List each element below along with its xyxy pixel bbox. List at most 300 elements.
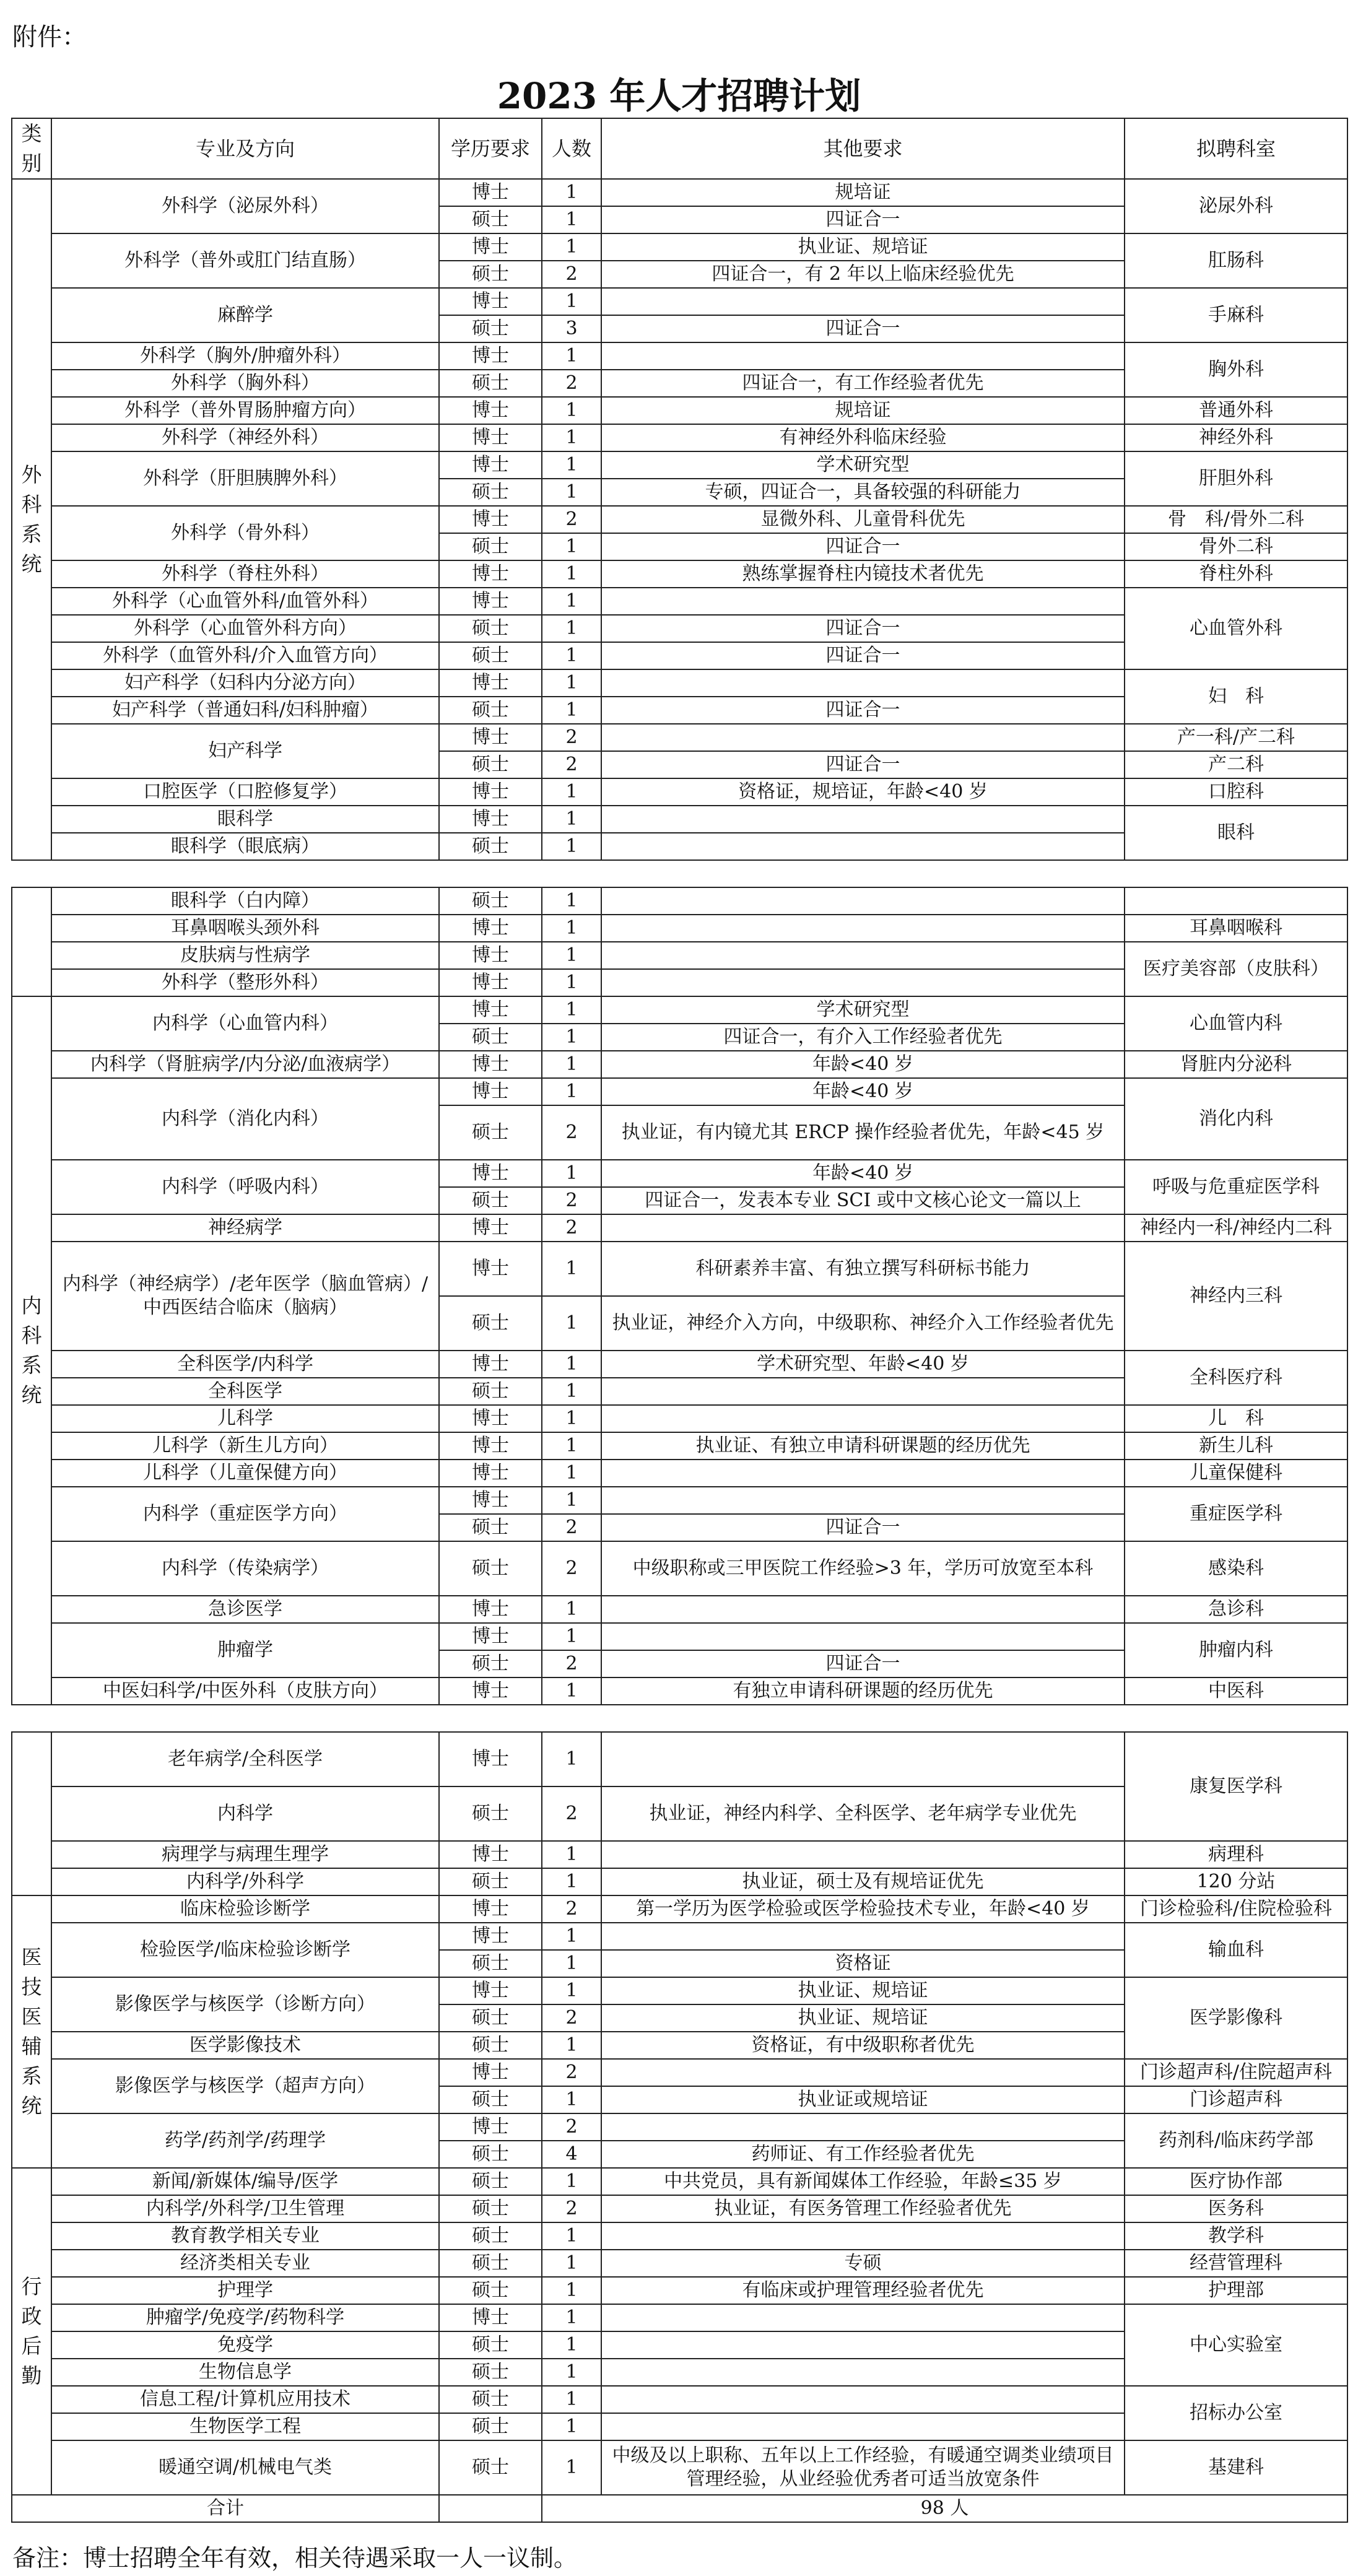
header-category: 类别 (12, 118, 51, 179)
other-requirements-cell: 执业证、有独立申请科研课题的经历优先 (601, 1432, 1125, 1460)
table-row (12, 424, 1347, 451)
major-cell: 眼科学（眼底病） (51, 833, 439, 860)
other-requirements-cell: 四证合一，有介入工作经验者优先 (601, 1024, 1125, 1051)
major-cell: 医学影像技术 (51, 2032, 439, 2059)
table-row (12, 397, 1347, 424)
major-cell: 临床检验诊断学 (51, 1895, 439, 1923)
section-gap (12, 1705, 1347, 1732)
department-cell: 脊柱外科 (1125, 560, 1347, 588)
count-cell: 1 (542, 1051, 601, 1078)
other-requirements-cell (601, 942, 1125, 969)
other-requirements-cell (601, 669, 1125, 697)
other-requirements-cell: 年龄<40 岁 (601, 1160, 1125, 1187)
major-cell: 眼科学 (51, 806, 439, 833)
count-cell: 1 (542, 1242, 601, 1296)
degree-cell: 硕士 (439, 2086, 542, 2113)
table-row (12, 2304, 1347, 2331)
table-row (12, 1732, 1347, 1786)
department-cell: 门诊超声科 (1125, 2086, 1347, 2113)
major-cell: 全科医学/内科学 (51, 1351, 439, 1378)
table-row (12, 2250, 1347, 2277)
degree-cell: 硕士 (439, 2195, 542, 2222)
degree-cell: 博士 (439, 1977, 542, 2004)
table-body (12, 179, 1347, 2522)
degree-cell: 硕士 (439, 1950, 542, 1977)
other-requirements-cell: 执业证、规培证 (601, 233, 1125, 261)
table-row (12, 560, 1347, 588)
major-cell: 皮肤病与性病学 (51, 942, 439, 969)
other-requirements-cell (601, 2386, 1125, 2413)
table-row (12, 2168, 1347, 2195)
major-cell: 外科学（普外胃肠肿瘤方向） (51, 397, 439, 424)
other-requirements-cell: 四证合一，有 2 年以上临床经验优先 (601, 261, 1125, 288)
degree-cell: 博士 (439, 2059, 542, 2086)
other-requirements-cell: 专硕 (601, 2250, 1125, 2277)
table-row (12, 1541, 1347, 1596)
count-cell: 1 (542, 233, 601, 261)
department-cell: 经营管理科 (1125, 2250, 1347, 2277)
count-cell: 1 (542, 2359, 601, 2386)
department-cell: 口腔科 (1125, 778, 1347, 806)
major-cell: 内科学（肾脏病学/内分泌/血液病学） (51, 1051, 439, 1078)
degree-cell: 硕士 (439, 479, 542, 506)
category-cell: 内科系统 (12, 996, 51, 1705)
degree-cell: 博士 (439, 1432, 542, 1460)
department-cell: 肿瘤内科 (1125, 1623, 1347, 1677)
major-cell: 老年病学/全科医学 (51, 1732, 439, 1786)
department-cell: 神经外科 (1125, 424, 1347, 451)
other-requirements-cell (601, 1596, 1125, 1623)
other-requirements-cell (601, 1460, 1125, 1487)
count-cell: 1 (542, 2304, 601, 2331)
table-row (12, 506, 1347, 533)
count-cell: 1 (542, 342, 601, 370)
degree-cell: 博士 (439, 1242, 542, 1296)
other-requirements-cell (601, 2331, 1125, 2359)
degree-cell: 硕士 (439, 533, 542, 560)
department-cell: 中医科 (1125, 1677, 1347, 1705)
table-row (12, 2386, 1347, 2413)
department-cell: 中心实验室 (1125, 2304, 1347, 2386)
other-requirements-cell: 有神经外科临床经验 (601, 424, 1125, 451)
other-requirements-cell (601, 2059, 1125, 2086)
major-cell: 生物信息学 (51, 2359, 439, 2386)
department-cell: 感染科 (1125, 1541, 1347, 1596)
major-cell: 暖通空调/机械电气类 (51, 2440, 439, 2495)
other-requirements-cell (601, 2413, 1125, 2440)
department-cell: 120 分站 (1125, 1868, 1347, 1895)
degree-cell: 博士 (439, 1623, 542, 1650)
department-cell: 神经内三科 (1125, 1242, 1347, 1351)
degree-cell: 博士 (439, 424, 542, 451)
category-cell: 外科系统 (12, 179, 51, 860)
other-requirements-cell: 执业证，有医务管理工作经验者优先 (601, 2195, 1125, 2222)
degree-cell: 硕士 (439, 1786, 542, 1841)
total-row (12, 2495, 1347, 2522)
table-row (12, 1841, 1347, 1868)
count-cell: 2 (542, 2195, 601, 2222)
other-requirements-cell: 学术研究型 (601, 996, 1125, 1024)
degree-cell: 硕士 (439, 1296, 542, 1351)
department-cell: 招标办公室 (1125, 2386, 1347, 2440)
other-requirements-cell: 专硕，四证合一，具备较强的科研能力 (601, 479, 1125, 506)
table-row (12, 1596, 1347, 1623)
degree-cell: 博士 (439, 1923, 542, 1950)
table-row (12, 451, 1347, 479)
table-row (12, 2113, 1347, 2141)
section-gap-cell (12, 860, 1347, 887)
count-cell: 1 (542, 833, 601, 860)
major-cell: 急诊医学 (51, 1596, 439, 1623)
table-row (12, 1242, 1347, 1296)
major-cell: 外科学（胸外/肿瘤外科） (51, 342, 439, 370)
table-row (12, 1051, 1347, 1078)
other-requirements-cell (601, 887, 1125, 915)
other-requirements-cell: 四证合一 (601, 1650, 1125, 1677)
major-cell: 耳鼻咽喉头颈外科 (51, 915, 439, 942)
count-cell: 1 (542, 969, 601, 996)
department-cell: 儿童保健科 (1125, 1460, 1347, 1487)
other-requirements-cell (601, 588, 1125, 615)
count-cell: 1 (542, 451, 601, 479)
count-cell: 1 (542, 1950, 601, 1977)
attachment-label: 附件： (12, 23, 87, 51)
header-count: 人数 (542, 118, 601, 179)
count-cell: 1 (542, 2032, 601, 2059)
major-cell: 外科学（肝胆胰脾外科） (51, 451, 439, 506)
major-cell: 生物医学工程 (51, 2413, 439, 2440)
footnote: 备注：博士招聘全年有效，相关待遇采取一人一议制。 (12, 2544, 578, 2572)
degree-cell: 硕士 (439, 833, 542, 860)
department-cell (1125, 887, 1347, 915)
other-requirements-cell: 四证合一，有工作经验者优先 (601, 370, 1125, 397)
other-requirements-cell: 四证合一 (601, 206, 1125, 233)
department-cell: 心血管外科 (1125, 588, 1347, 669)
degree-cell: 硕士 (439, 370, 542, 397)
degree-cell: 博士 (439, 179, 542, 206)
other-requirements-cell (601, 1623, 1125, 1650)
other-requirements-cell: 四证合一 (601, 615, 1125, 642)
degree-cell: 博士 (439, 778, 542, 806)
count-cell: 2 (542, 1895, 601, 1923)
count-cell: 1 (542, 642, 601, 669)
count-cell: 1 (542, 1923, 601, 1950)
count-cell: 2 (542, 1514, 601, 1541)
other-requirements-cell: 年龄<40 岁 (601, 1078, 1125, 1105)
other-requirements-cell (601, 1214, 1125, 1242)
count-cell: 1 (542, 1677, 601, 1705)
count-cell: 1 (542, 288, 601, 315)
degree-cell: 硕士 (439, 206, 542, 233)
other-requirements-cell (601, 1732, 1125, 1786)
count-cell: 1 (542, 397, 601, 424)
department-cell: 手麻科 (1125, 288, 1347, 342)
degree-cell: 博士 (439, 2113, 542, 2141)
degree-cell: 博士 (439, 451, 542, 479)
count-cell: 1 (542, 669, 601, 697)
degree-cell: 硕士 (439, 1541, 542, 1596)
other-requirements-cell: 执业证，有内镜尤其 ERCP 操作经验者优先，年龄<45 岁 (601, 1105, 1125, 1160)
degree-cell: 硕士 (439, 1514, 542, 1541)
major-cell: 全科医学 (51, 1378, 439, 1405)
other-requirements-cell: 资格证，规培证，年龄<40 岁 (601, 778, 1125, 806)
count-cell: 1 (542, 996, 601, 1024)
degree-cell: 博士 (439, 1051, 542, 1078)
count-cell: 1 (542, 533, 601, 560)
table-row (12, 806, 1347, 833)
count-cell: 1 (542, 2331, 601, 2359)
table-row (12, 778, 1347, 806)
other-requirements-cell (601, 2113, 1125, 2141)
other-requirements-cell: 四证合一 (601, 642, 1125, 669)
department-cell: 骨外二科 (1125, 533, 1347, 560)
other-requirements-cell: 药师证、有工作经验者优先 (601, 2141, 1125, 2168)
table-row (12, 942, 1347, 969)
major-cell: 教育教学相关专业 (51, 2222, 439, 2250)
department-cell: 医疗协作部 (1125, 2168, 1347, 2195)
major-cell: 外科学（骨外科） (51, 506, 439, 560)
table-row (12, 1160, 1347, 1187)
count-cell: 1 (542, 2277, 601, 2304)
degree-cell: 硕士 (439, 2032, 542, 2059)
major-cell: 免疫学 (51, 2331, 439, 2359)
page-title: 2023 年人才招聘计划 (497, 75, 861, 117)
total-value-cell: 98 人 (542, 2495, 1347, 2522)
table-row (12, 2222, 1347, 2250)
degree-cell: 硕士 (439, 642, 542, 669)
department-cell: 胸外科 (1125, 342, 1347, 397)
count-cell: 1 (542, 942, 601, 969)
count-cell: 1 (542, 1732, 601, 1786)
count-cell: 2 (542, 1105, 601, 1160)
other-requirements-cell (601, 1405, 1125, 1432)
major-cell: 妇产科学（妇科内分泌方向） (51, 669, 439, 697)
table-row (12, 1214, 1347, 1242)
count-cell: 1 (542, 2168, 601, 2195)
degree-cell: 硕士 (439, 2168, 542, 2195)
degree-cell: 硕士 (439, 697, 542, 724)
degree-cell: 硕士 (439, 315, 542, 342)
other-requirements-cell: 四证合一 (601, 533, 1125, 560)
major-cell: 影像医学与核医学（诊断方向） (51, 1977, 439, 2032)
count-cell: 3 (542, 315, 601, 342)
department-cell: 呼吸与危重症医学科 (1125, 1160, 1347, 1214)
degree-cell: 博士 (439, 996, 542, 1024)
count-cell: 1 (542, 1296, 601, 1351)
count-cell: 1 (542, 1623, 601, 1650)
degree-cell: 硕士 (439, 2331, 542, 2359)
count-cell: 2 (542, 2113, 601, 2141)
table-row (12, 1432, 1347, 1460)
department-cell: 门诊超声科/住院超声科 (1125, 2059, 1347, 2086)
department-cell: 消化内科 (1125, 1078, 1347, 1160)
degree-cell: 硕士 (439, 615, 542, 642)
count-cell: 1 (542, 778, 601, 806)
major-cell: 神经病学 (51, 1214, 439, 1242)
degree-cell: 博士 (439, 560, 542, 588)
section-gap (12, 860, 1347, 887)
degree-cell: 博士 (439, 1405, 542, 1432)
department-cell: 医务科 (1125, 2195, 1347, 2222)
major-cell: 内科学（神经病学）/老年医学（脑血管病）/中西医结合临床（脑病） (51, 1242, 439, 1351)
major-cell: 肿瘤学 (51, 1623, 439, 1677)
major-cell: 新闻/新媒体/编导/医学 (51, 2168, 439, 2195)
table-row (12, 1623, 1347, 1650)
count-cell: 2 (542, 370, 601, 397)
degree-cell: 博士 (439, 2304, 542, 2331)
department-cell: 眼科 (1125, 806, 1347, 860)
table-row (12, 2277, 1347, 2304)
degree-cell: 硕士 (439, 2250, 542, 2277)
other-requirements-cell: 执业证，神经内科学、全科医学、老年病学专业优先 (601, 1786, 1125, 1841)
other-requirements-cell: 中级及以上职称、五年以上工作经验，有暖通空调类业绩项目管理经验，从业经验优秀者可适当放宽条件 (601, 2440, 1125, 2495)
major-cell: 内科学（消化内科） (51, 1078, 439, 1160)
degree-cell: 硕士 (439, 1187, 542, 1214)
other-requirements-cell (601, 833, 1125, 860)
degree-cell: 硕士 (439, 2359, 542, 2386)
other-requirements-cell: 执业证，神经介入方向，中级职称、神经介入工作经验者优先 (601, 1296, 1125, 1351)
table-row (12, 288, 1347, 315)
other-requirements-cell: 科研素养丰富、有独立撰写科研标书能力 (601, 1242, 1125, 1296)
count-cell: 2 (542, 1650, 601, 1677)
degree-cell: 硕士 (439, 261, 542, 288)
other-requirements-cell: 显微外科、儿童骨科优先 (601, 506, 1125, 533)
degree-cell: 博士 (439, 1895, 542, 1923)
degree-cell: 博士 (439, 288, 542, 315)
table-row (12, 915, 1347, 942)
major-cell: 药学/药剂学/药理学 (51, 2113, 439, 2168)
major-cell: 内科学/外科学 (51, 1868, 439, 1895)
other-requirements-cell: 四证合一，发表本专业 SCI 或中文核心论文一篇以上 (601, 1187, 1125, 1214)
major-cell: 口腔医学（口腔修复学） (51, 778, 439, 806)
department-cell: 产二科 (1125, 751, 1347, 778)
count-cell: 1 (542, 588, 601, 615)
degree-cell: 博士 (439, 1214, 542, 1242)
table-row (12, 2440, 1347, 2495)
major-cell: 检验医学/临床检验诊断学 (51, 1923, 439, 1977)
degree-cell: 博士 (439, 1487, 542, 1514)
count-cell: 1 (542, 1487, 601, 1514)
degree-cell: 硕士 (439, 2004, 542, 2032)
department-cell: 基建科 (1125, 2440, 1347, 2495)
count-cell: 1 (542, 2250, 601, 2277)
table-row (12, 588, 1347, 615)
department-cell: 教学科 (1125, 2222, 1347, 2250)
other-requirements-cell: 执业证或规培证 (601, 2086, 1125, 2113)
degree-cell: 硕士 (439, 887, 542, 915)
other-requirements-cell: 有临床或护理管理经验者优先 (601, 2277, 1125, 2304)
degree-cell: 硕士 (439, 1024, 542, 1051)
degree-cell: 硕士 (439, 1378, 542, 1405)
count-cell: 2 (542, 751, 601, 778)
table-row (12, 342, 1347, 370)
department-cell: 妇 科 (1125, 669, 1347, 724)
department-cell: 儿 科 (1125, 1405, 1347, 1432)
department-cell: 全科医疗科 (1125, 1351, 1347, 1405)
count-cell: 2 (542, 1214, 601, 1242)
major-cell: 外科学（脊柱外科） (51, 560, 439, 588)
major-cell: 外科学（普外或肛门结直肠） (51, 233, 439, 288)
count-cell: 1 (542, 560, 601, 588)
degree-cell: 博士 (439, 397, 542, 424)
major-cell: 儿科学 (51, 1405, 439, 1432)
degree-cell: 硕士 (439, 2277, 542, 2304)
table-row (12, 2195, 1347, 2222)
table-row (12, 1405, 1347, 1432)
section-gap-cell (12, 1705, 1347, 1732)
department-cell: 康复医学科 (1125, 1732, 1347, 1841)
department-cell: 医疗美容部（皮肤科） (1125, 942, 1347, 996)
department-cell: 输血科 (1125, 1923, 1347, 1977)
count-cell: 1 (542, 2222, 601, 2250)
table-row (12, 233, 1347, 261)
major-cell: 内科学（传染病学） (51, 1541, 439, 1596)
other-requirements-cell: 学术研究型 (601, 451, 1125, 479)
degree-cell: 博士 (439, 806, 542, 833)
other-requirements-cell (601, 1378, 1125, 1405)
table-row (12, 1460, 1347, 1487)
degree-cell: 博士 (439, 233, 542, 261)
count-cell: 1 (542, 1460, 601, 1487)
department-cell: 医学影像科 (1125, 1977, 1347, 2059)
table-row (12, 1868, 1347, 1895)
other-requirements-cell: 执业证，硕士及有规培证优先 (601, 1868, 1125, 1895)
degree-cell: 博士 (439, 1677, 542, 1705)
header-dept: 拟聘科室 (1125, 118, 1347, 179)
degree-cell: 博士 (439, 915, 542, 942)
category-cell: 医技医辅系统 (12, 1895, 51, 2168)
department-cell: 心血管内科 (1125, 996, 1347, 1051)
count-cell: 1 (542, 887, 601, 915)
other-requirements-cell: 规培证 (601, 179, 1125, 206)
count-cell: 1 (542, 206, 601, 233)
other-requirements-cell: 中级职称或三甲医院工作经验>3 年，学历可放宽至本科 (601, 1541, 1125, 1596)
major-cell: 经济类相关专业 (51, 2250, 439, 2277)
department-cell: 肾脏内分泌科 (1125, 1051, 1347, 1078)
major-cell: 肿瘤学/免疫学/药物科学 (51, 2304, 439, 2331)
major-cell: 病理学与病理生理学 (51, 1841, 439, 1868)
count-cell: 1 (542, 1351, 601, 1378)
major-cell: 外科学（心血管外科/血管外科） (51, 588, 439, 615)
other-requirements-cell: 资格证 (601, 1950, 1125, 1977)
count-cell: 1 (542, 2086, 601, 2113)
total-label-cell: 合计 (12, 2495, 439, 2522)
count-cell: 1 (542, 1078, 601, 1105)
table-row (12, 887, 1347, 915)
other-requirements-cell (601, 2222, 1125, 2250)
degree-cell: 博士 (439, 942, 542, 969)
other-requirements-cell: 有独立申请科研课题的经历优先 (601, 1677, 1125, 1705)
degree-cell: 博士 (439, 1160, 542, 1187)
other-requirements-cell (601, 969, 1125, 996)
major-cell: 眼科学（白内障） (51, 887, 439, 915)
degree-cell: 博士 (439, 1732, 542, 1786)
count-cell: 1 (542, 1596, 601, 1623)
other-requirements-cell (601, 724, 1125, 751)
count-cell: 1 (542, 697, 601, 724)
table-row (12, 724, 1347, 751)
other-requirements-cell (601, 1487, 1125, 1514)
degree-cell: 博士 (439, 1596, 542, 1623)
other-requirements-cell (601, 915, 1125, 942)
count-cell: 1 (542, 179, 601, 206)
major-cell: 妇产科学（普通妇科/妇科肿瘤） (51, 697, 439, 724)
major-cell: 内科学 (51, 1786, 439, 1841)
other-requirements-cell: 资格证，有中级职称者优先 (601, 2032, 1125, 2059)
department-cell: 产一科/产二科 (1125, 724, 1347, 751)
other-requirements-cell: 四证合一 (601, 1514, 1125, 1541)
other-requirements-cell: 执业证、规培证 (601, 1977, 1125, 2004)
